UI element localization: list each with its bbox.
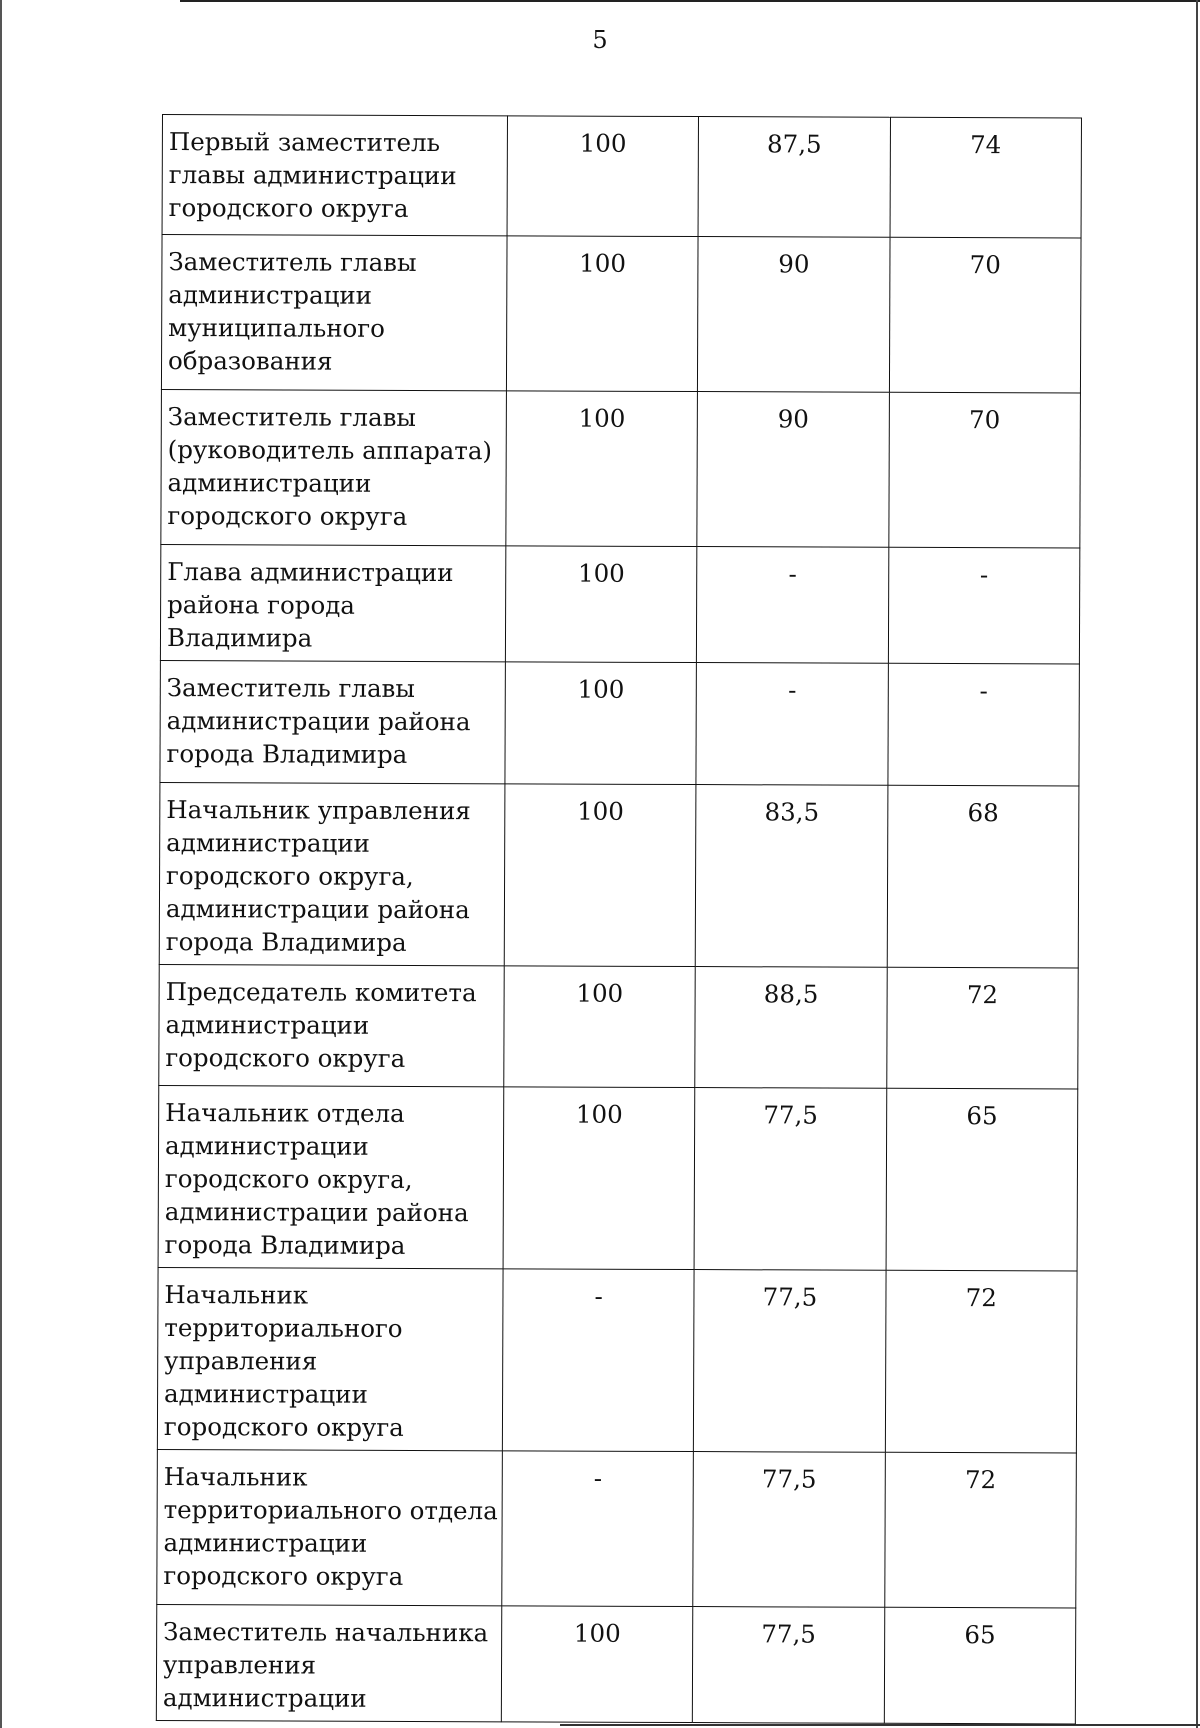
value-cell-3: 72 [885, 1270, 1077, 1453]
value-cell-2: 90 [698, 237, 890, 393]
scan-edge-right [1196, 0, 1198, 1728]
value-cell-2: 83,5 [696, 785, 888, 968]
value-cell-1: 100 [504, 966, 696, 1088]
position-cell: Начальник территориального отдела администрации городского округа [157, 1449, 503, 1605]
value-cell-1: 100 [505, 546, 697, 663]
value-cell-2: 77,5 [693, 1607, 885, 1724]
value-cell-3: 72 [884, 1452, 1076, 1608]
value-cell-3: - [888, 547, 1080, 664]
table-row [156, 1604, 1075, 1724]
value-cell-2: 77,5 [693, 1452, 885, 1608]
value-cell-1: - [502, 1269, 694, 1452]
value-cell-3: 72 [886, 967, 1078, 1089]
value-cell-3: 65 [886, 1088, 1078, 1271]
value-cell-1: 100 [504, 784, 696, 967]
table-row [161, 389, 1081, 548]
value-cell-3: 65 [884, 1607, 1076, 1724]
value-cell-2: - [697, 547, 889, 664]
position-cell: Глава администрации района города Владимира [160, 544, 505, 661]
positions-table [156, 114, 1082, 1725]
value-cell-3: 74 [890, 117, 1082, 238]
value-cell-2: 88,5 [695, 967, 887, 1089]
position-cell: Первый заместитель главы администрации городского округа [162, 115, 507, 236]
scan-edge-left [0, 0, 2, 1728]
value-cell-1: 100 [506, 391, 698, 547]
value-cell-2: - [696, 663, 888, 786]
value-cell-1: 100 [505, 662, 697, 785]
value-cell-3: - [888, 663, 1080, 786]
scan-edge-top [180, 0, 1200, 2]
value-cell-1: 100 [503, 1087, 695, 1270]
position-cell: Начальник отдела администрации городского округа, администрации района города Владимира [158, 1085, 504, 1268]
value-cell-2: 90 [697, 392, 889, 548]
value-cell-2: 87,5 [698, 117, 890, 238]
position-cell: Заместитель начальника управления администрации [156, 1604, 501, 1721]
table-row [161, 235, 1081, 394]
value-cell-1: - [502, 1451, 694, 1607]
value-cell-1: 100 [501, 1606, 693, 1723]
table-row [160, 544, 1079, 664]
value-cell-2: 77,5 [694, 1270, 886, 1453]
position-cell: Заместитель главы администрации района города Владимира [160, 660, 505, 783]
position-cell: Начальник управления администрации городского округа, администрации района города Владимира [159, 782, 505, 965]
table-row [158, 1085, 1078, 1271]
table-row [157, 1267, 1077, 1453]
table-row [157, 1449, 1077, 1608]
table-row [160, 660, 1079, 786]
position-cell: Заместитель главы (руководитель аппарата) администрации городского округа [161, 389, 507, 545]
value-cell-3: 68 [887, 785, 1079, 968]
page-number-container [0, 26, 1200, 54]
value-cell-2: 77,5 [694, 1088, 886, 1271]
value-cell-1: 100 [507, 116, 699, 237]
position-cell: Начальник территориального управления администрации городского округа [157, 1267, 503, 1450]
position-cell: Заместитель главы администрации муниципального образования [161, 235, 507, 391]
value-cell-3: 70 [889, 237, 1081, 393]
table-row [159, 782, 1079, 968]
value-cell-1: 100 [506, 236, 698, 392]
position-cell: Председатель комитета администрации городского округа [159, 964, 504, 1086]
page-number: 5 [592, 26, 608, 54]
value-cell-3: 70 [888, 392, 1080, 548]
table-row [162, 115, 1081, 239]
scan-edge-bottom [560, 1724, 1200, 1726]
table-row [159, 964, 1078, 1089]
